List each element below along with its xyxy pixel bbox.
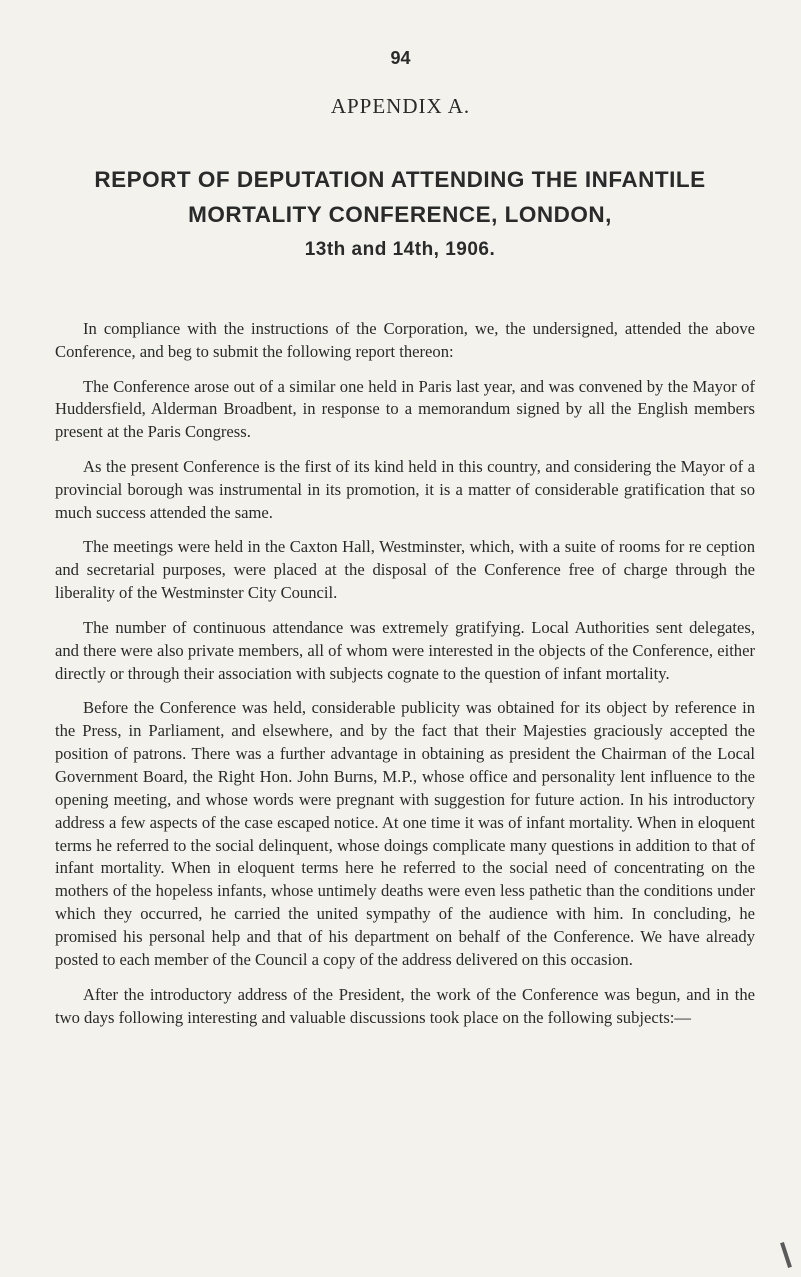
page-number: 94 — [390, 48, 411, 68]
report-body — [55, 318, 755, 1041]
paragraph: The Conference arose out of a similar one held in Paris last year, and was convened by the Mayor of Huddersfield, Alderman Broadbent, in response to a memorandum signed by all the English members present at the Paris Congress. — [55, 376, 755, 442]
paragraph: As the present Conference is the first of its kind held in this country, and considering the Mayor of a provincial borough was instrumental in its promotion, it is a matter of considerable gratification that so much success attended the same. — [55, 456, 755, 522]
report-title — [60, 162, 740, 267]
paragraph: After the introductory address of the President, the work of the Conference was begun, and in the two days following interesting and valuable discussions took place on the following subjects:— — [55, 984, 755, 1027]
paragraph: The number of continuous attendance was extremely gratifying. Local Authorities sent delegates, and there were also private members, all of whom were interested in the objects of the Conference, either directly or through their association with subjects cognate to the question of infant mortality. — [55, 617, 755, 683]
paragraph: The meetings were held in the Caxton Hall, Westminster, which, with a suite of rooms for re ception and secretarial purposes, were placed at the disposal of the Conference free of charge through the liberality of the Westminster City Council. — [55, 537, 755, 603]
scan-mark — [780, 1242, 792, 1268]
paragraph: In compliance with the instructions of the Corporation, we, the undersigned, attended the above Conference, and beg to submit the following report thereon: — [55, 319, 755, 361]
paragraph: Before the Conference was held, considerable publicity was obtained for its object by reference in the Press, in Parliament, and elsewhere, and by the fact that their Majesties graciously accepted the position of patrons. There was a further advantage in obtaining as president the Chairman of the Local Government Board, the Right Hon. John Burns, M.P., whose office and personality lent influence to the opening meeting, and whose words were pregnant with suggestion for future action. In his introductory address a few aspects of the case escaped notice. At one time it was of infant mortality. When in eloquent terms he referred to the social delinquent, whose doings complicate many questions in addition to that of infant mortality. When in eloquent terms here he referred to the social need of concentrating on the mothers of the hopeless infants, whose untimely deaths were even less pathetic than the conditions under which they occurred, he carried the united sympathy of the audience with him. In concluding, he promised his personal help and that of his department on behalf of the Conference. We have already posted to each member of the Council a copy of the address delivered on this occasion. — [55, 698, 755, 970]
title-line-2: MORTALITY CONFERENCE, LONDON, — [188, 202, 612, 227]
title-date: 13th and 14th, 1906. — [304, 239, 496, 260]
title-line-1: REPORT OF DEPUTATION ATTENDING THE INFANTILE — [94, 167, 706, 192]
appendix-heading: APPENDIX A. — [330, 94, 471, 118]
